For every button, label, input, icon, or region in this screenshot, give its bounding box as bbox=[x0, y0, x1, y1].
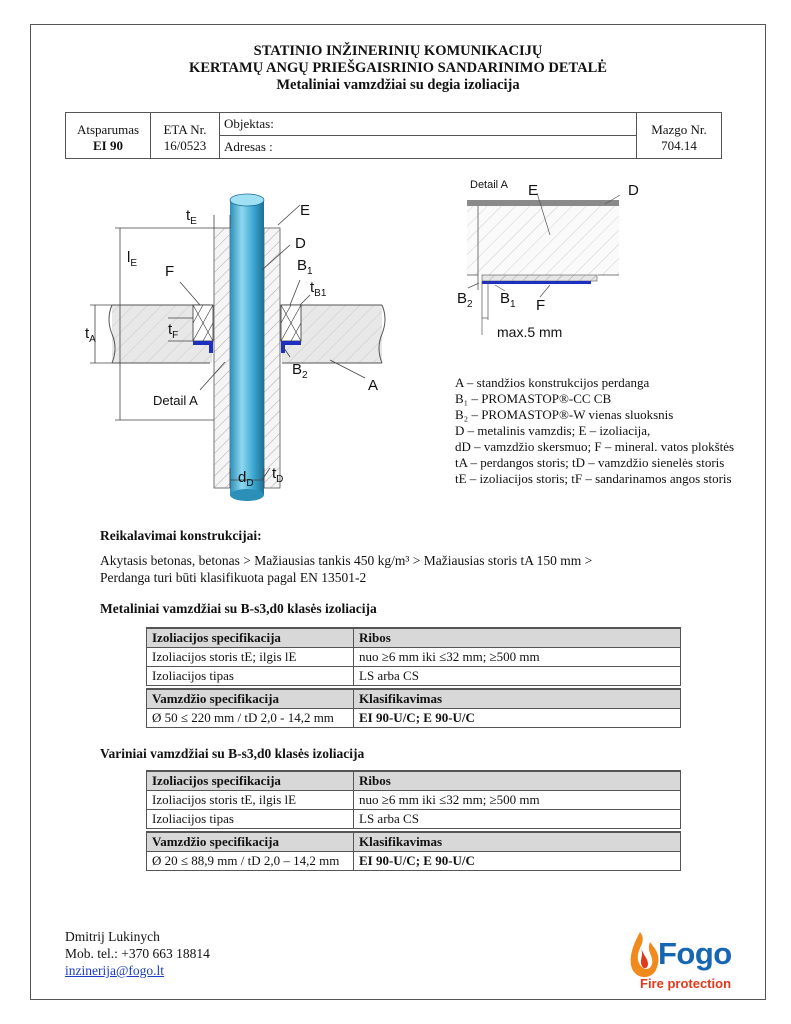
logo-tagline: Fire protection bbox=[640, 976, 732, 991]
logo-brand: Fogo bbox=[658, 936, 732, 971]
detail-label-F: F bbox=[536, 297, 546, 314]
title-line-3: Metaliniai vamzdžiai su degia izoliacija bbox=[276, 77, 520, 93]
table-cell: LS arba CS bbox=[354, 667, 681, 686]
legend-line-6: tA – perdangos storis; tD – vamzdžio sienelės storis bbox=[455, 455, 725, 470]
header-cell: Klasifikavimas bbox=[354, 689, 681, 709]
header-cell: Vamzdžio specifikacija bbox=[147, 689, 354, 709]
address-field[interactable]: Adresas : bbox=[220, 136, 637, 159]
requirements-line-1: Akytasis betonas, betonas > Mažiausias tankis 450 kg/m³ > Mažiausias storis tA 150 mm > bbox=[100, 553, 593, 568]
label-A: A bbox=[368, 377, 379, 394]
table-cell: LS arba CS bbox=[354, 810, 681, 829]
contact-phone: Mob. tel.: +370 663 18814 bbox=[65, 946, 210, 961]
label-tD: $t_D$ bbox=[272, 465, 284, 485]
legend-line-3: B₂ – PROMASTOP®-W vienas sluoksnis bbox=[455, 407, 674, 422]
header-cell: Klasifikavimas bbox=[354, 832, 681, 852]
table-cell: Izoliacijos tipas bbox=[147, 667, 354, 686]
label-tA: $t_A$ bbox=[85, 325, 96, 345]
requirements-text bbox=[100, 552, 592, 586]
label-D: D bbox=[295, 235, 306, 252]
header-cell: Izoliacijos specifikacija bbox=[147, 628, 354, 648]
table-cell: nuo ≥6 mm iki ≤32 mm; ≥500 mm bbox=[354, 791, 681, 810]
classification-cell: EI 90-U/C; E 90-U/C bbox=[354, 852, 681, 871]
label-tE: $t_E$ bbox=[186, 207, 197, 227]
copper-section-title: Variniai vamzdžiai su B-s3,d0 klasės izoliacija bbox=[100, 746, 365, 761]
label-dD: $d_D$ bbox=[238, 469, 254, 489]
contact-name: Dmitrij Lukinych bbox=[65, 929, 160, 944]
detail-label-B2: $B_2$ bbox=[457, 290, 473, 310]
header-cell: Vamzdžio specifikacija bbox=[147, 832, 354, 852]
legend-line-7: tE – izoliacijos storis; tF – sandarinamos angos storis bbox=[455, 471, 732, 486]
legend bbox=[455, 375, 734, 487]
table-cell: Ø 20 ≤ 88,9 mm / tD 2,0 – 14,2 mm bbox=[147, 852, 354, 871]
label-detail-a: Detail A bbox=[153, 393, 198, 408]
title-line-1: STATINIO INŽINERINIŲ KOMUNIKACIJŲ bbox=[253, 43, 543, 59]
resistance-value: EI 90 bbox=[93, 138, 123, 153]
detail-label-D: D bbox=[628, 182, 639, 199]
table-cell: Izoliacijos storis tE; ilgis lE bbox=[147, 648, 354, 667]
label-B2: $B_2$ bbox=[292, 361, 308, 381]
header-cell: Ribos bbox=[354, 628, 681, 648]
table-cell: Izoliacijos storis tE, ilgis lE bbox=[147, 791, 354, 810]
title-line-2: KERTAMŲ ANGŲ PRIEŠGAISRINIO SANDARINIMO DETALĖ bbox=[189, 60, 607, 76]
detail-max-gap: max.5 mm bbox=[497, 324, 563, 340]
legend-line-4: D – metalinis vamzdis; E – izoliacija, bbox=[455, 423, 651, 438]
eta-value: 16/0523 bbox=[163, 138, 207, 153]
detail-title: Detail A bbox=[470, 179, 508, 191]
pipe bbox=[230, 194, 264, 501]
table-cell: Izoliacijos tipas bbox=[147, 810, 354, 829]
label-tF: $t_F$ bbox=[168, 321, 179, 341]
label-tB1: $t_{B1}$ bbox=[310, 279, 327, 299]
contact-block bbox=[65, 928, 210, 979]
legend-line-5: dD – vamzdžio skersmuo; F – mineral. vatos plokštės bbox=[455, 439, 735, 454]
detail-label-E: E bbox=[528, 182, 539, 199]
contact-email-link[interactable]: inzinerija@fogo.lt bbox=[65, 963, 165, 978]
metal-section-title: Metaliniai vamzdžiai su B-s3,d0 klasės izoliacija bbox=[100, 601, 377, 616]
detail-label-B1: $B_1$ bbox=[500, 290, 516, 310]
table-cell: nuo ≥6 mm iki ≤32 mm; ≥500 mm bbox=[354, 648, 681, 667]
header-cell: Izoliacijos specifikacija bbox=[147, 771, 354, 791]
table-cell: Ø 50 ≤ 220 mm / tD 2,0 - 14,2 mm bbox=[147, 709, 354, 728]
label-F: F bbox=[165, 263, 175, 280]
resistance-label: Atsparumas bbox=[76, 122, 140, 137]
classification-cell: EI 90-U/C; E 90-U/C bbox=[354, 709, 681, 728]
node-value: 704.14 bbox=[661, 138, 697, 153]
metal-spec-table bbox=[146, 627, 681, 728]
requirements-line-2: Perdanga turi būti klasifikuota pagal EN 13501-2 bbox=[100, 570, 367, 585]
copper-spec-table bbox=[146, 770, 681, 871]
requirements-title: Reikalavimai konstrukcijai: bbox=[100, 528, 262, 543]
legend-line-2: B₁ – PROMASTOP®-CC CB bbox=[455, 391, 612, 406]
header-cell: Ribos bbox=[354, 771, 681, 791]
object-field[interactable]: Objektas: bbox=[220, 113, 637, 136]
label-B1: $B_1$ bbox=[297, 257, 313, 277]
eta-label: ETA Nr. bbox=[163, 122, 207, 137]
legend-line-1: A – standžios konstrukcijos perdanga bbox=[455, 375, 650, 390]
label-lE: $l_E$ bbox=[127, 249, 138, 269]
label-E: E bbox=[300, 202, 311, 219]
node-label: Mazgo Nr. bbox=[651, 122, 707, 137]
